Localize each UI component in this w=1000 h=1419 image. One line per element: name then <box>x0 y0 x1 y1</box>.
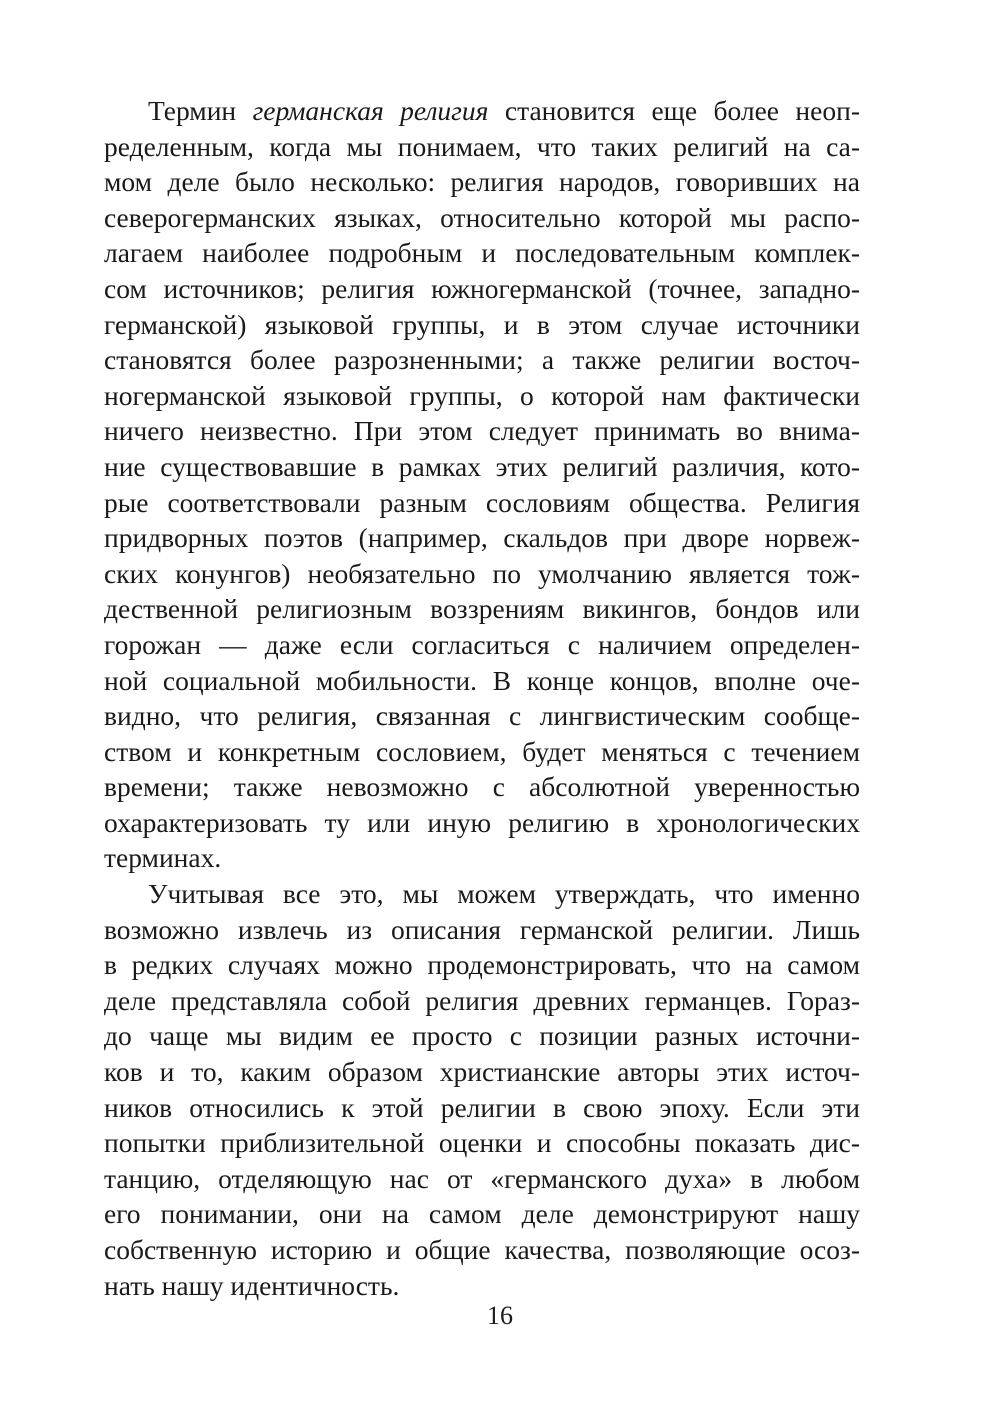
text-line <box>104 520 860 556</box>
text-line <box>104 983 860 1019</box>
text-run: ногерманской языковой группы, о которой нам фактически <box>104 379 860 411</box>
text-line <box>104 912 860 948</box>
text-line <box>104 1125 860 1161</box>
text-line <box>104 1232 860 1268</box>
text-line <box>104 485 860 521</box>
text-line <box>104 129 860 165</box>
text-run: сом источников; религия южногерманской (точнее, западно- <box>104 272 860 304</box>
text-run: горожан — даже если согласиться с наличием определен- <box>104 628 860 660</box>
italic-term: германская религия <box>252 95 489 126</box>
text-run: танцию, отделяющую нас от «германского духа» в любом <box>104 1162 860 1194</box>
text-run: ничего неизвестно. При этом следует принимать во внима- <box>104 415 860 447</box>
text-line <box>104 200 860 236</box>
paragraph <box>104 93 860 876</box>
text-run: рые соответствовали разным сословиям общества. Религия <box>104 486 860 518</box>
page-number: 16 <box>487 1301 513 1330</box>
text-line <box>104 663 860 699</box>
text-run: ние существовавшие в рамках этих религий различия, кото- <box>104 450 860 482</box>
text-line <box>104 413 860 449</box>
text-run: попытки приблизительной оценки и способны показать дис- <box>104 1127 860 1159</box>
text-run: ределенным, когда мы понимаем, что таких религий на са- <box>104 130 860 162</box>
text-run: ников относились к этой религии в свою эпоху. Если эти <box>104 1091 860 1123</box>
text-line <box>104 271 860 307</box>
text-line <box>104 947 860 983</box>
paragraph <box>104 876 860 1303</box>
text-line <box>104 591 860 627</box>
text-line <box>104 164 860 200</box>
text-run: лагаем наиболее подробным и последовательным комплек- <box>104 237 860 269</box>
text-line <box>104 805 860 841</box>
text-run: ков и то, каким образом христианские авторы этих источ- <box>104 1056 860 1088</box>
text-run: деле представляла собой религия древних германцев. Гораз- <box>104 984 860 1016</box>
text-run: возможно извлечь из описания германской религии. Лишь <box>104 913 860 945</box>
text-line <box>104 449 860 485</box>
text-run: ной социальной мобильности. В конце концов, вполне оче- <box>104 664 860 696</box>
text-line <box>104 378 860 414</box>
text-run: становятся более разрозненными; а также религии восточ- <box>104 344 860 376</box>
text-run: ством и конкретным сословием, будет меняться с течением <box>104 735 860 767</box>
text-line <box>104 876 860 912</box>
text-line <box>104 307 860 343</box>
text-line <box>104 1018 860 1054</box>
text-run: Учитывая все это, мы можем утверждать, что именно <box>148 878 860 910</box>
text-line <box>104 840 860 876</box>
text-run: придворных поэтов (например, скальдов при дворе норвеж- <box>104 522 860 554</box>
text-run: Термин <box>148 95 253 126</box>
text-run: северогерманских языках, относительно которой мы распо- <box>104 201 860 233</box>
text-line <box>104 734 860 770</box>
text-run: дественной религиозным воззрениям викингов, бондов или <box>104 593 860 625</box>
text-run: становится еще более неоп- <box>488 95 860 126</box>
text-run: ских конунгов) необязательно по умолчанию является тож- <box>104 557 860 589</box>
text-run: его понимании, они на самом деле демонстрируют нашу <box>104 1198 860 1230</box>
text-run: терминах. <box>104 842 222 874</box>
text-run: германской) языковой группы, и в этом случае источники <box>104 308 860 340</box>
text-line <box>104 556 860 592</box>
text-line <box>104 1196 860 1232</box>
text-run: до чаще мы видим ее просто с позиции разных источни- <box>104 1020 860 1052</box>
text-line <box>104 235 860 271</box>
text-run: охарактеризовать ту или иную религию в хронологических <box>104 806 860 838</box>
text-run: нать нашу идентичность. <box>104 1269 400 1301</box>
text-run: собственную историю и общие качества, позволяющие осоз- <box>104 1234 860 1265</box>
text-line <box>104 1090 860 1126</box>
text-run: времени; также невозможно с абсолютной уверенностью <box>104 771 860 803</box>
text-run: мом деле было несколько: религия народов, говоривших на <box>104 166 860 198</box>
text-line <box>104 1161 860 1197</box>
text-line <box>104 1268 860 1304</box>
text-run: в редких случаях можно продемонстрировать, что на самом <box>104 949 860 981</box>
text-line <box>104 93 860 129</box>
text-line <box>104 627 860 663</box>
text-line <box>104 342 860 378</box>
text-line <box>104 698 860 734</box>
text-run: видно, что религия, связанная с лингвистическим сообще- <box>104 700 860 732</box>
body-text <box>104 93 860 1303</box>
text-line <box>104 769 860 805</box>
text-line <box>104 1054 860 1090</box>
